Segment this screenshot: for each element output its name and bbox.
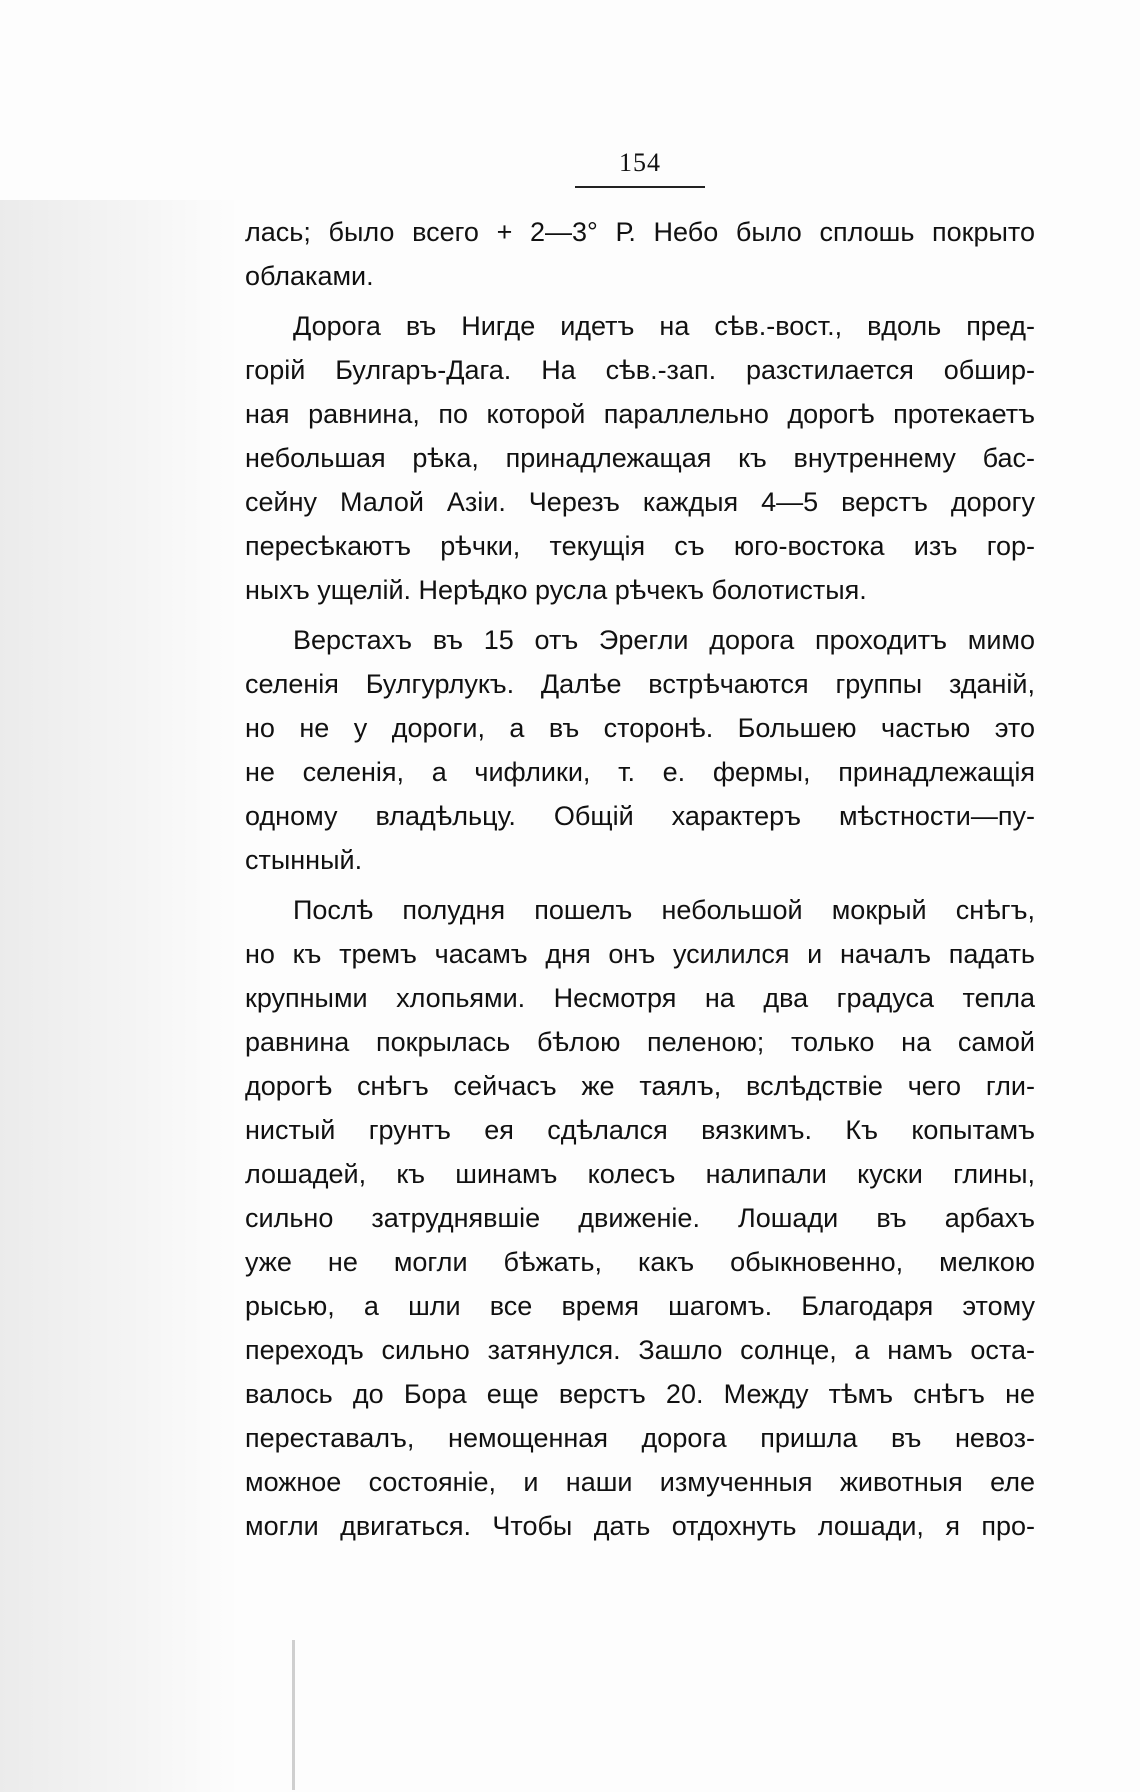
text-line: уже не могли бѣжать, какъ обыкновенно, мелкою <box>245 1247 1035 1277</box>
text-line: равнина покрылась бѣлою пеленою; только на самой <box>245 1027 1035 1057</box>
text-line: ныхъ ущелій. Нерѣдко русла рѣчекъ болотистыя. <box>245 575 867 605</box>
text-line: Верстахъ въ 15 отъ Эрегли дорога проходитъ мимо <box>293 625 1035 655</box>
text-line: сейну Малой Азіи. Черезъ каждыя 4—5 верстъ дорогу <box>245 487 1035 517</box>
text-line: ная равнина, по которой параллельно дорогѣ протекаетъ <box>245 399 1035 429</box>
text-line: могли двигаться. Чтобы дать отдохнуть лошади, я про- <box>245 1511 1035 1541</box>
text-line: селенія Булгурлукъ. Далѣе встрѣчаются группы зданій, <box>245 669 1035 699</box>
text-line: одному владѣльцу. Общій характеръ мѣстности—пу- <box>245 801 1035 831</box>
text-line: пересѣкаютъ рѣчки, текущія съ юго-востока изъ гор- <box>245 531 1035 561</box>
text-line: можное состояніе, и наши измученныя животныя еле <box>245 1467 1035 1497</box>
text-line: нистый грунтъ ея сдѣлался вязкимъ. Къ копытамъ <box>245 1115 1035 1145</box>
text-line: но не у дороги, а въ сторонѣ. Большею частью это <box>245 713 1035 743</box>
text-line: небольшая рѣка, принадлежащая къ внутреннему бас- <box>245 443 1035 473</box>
text-line: сильно затруднявшіе движеніе. Лошади въ арбахъ <box>245 1203 1035 1233</box>
page-number: 154 <box>619 148 661 177</box>
text-line: лась; было всего + 2—3° Р. Небо было сплошь покрыто <box>245 217 1035 247</box>
body-text <box>245 210 1035 1548</box>
paragraph <box>245 618 1035 882</box>
text-line: не селенія, а чифлики, т. е. фермы, принадлежащія <box>245 757 1035 787</box>
text-line: горій Булгаръ-Дага. На сѣв.-зап. разстилается обшир- <box>245 355 1035 385</box>
text-line: крупными хлопьями. Несмотря на два градуса тепла <box>245 983 1035 1013</box>
text-line: рысью, а шли все время шагомъ. Благодаря этому <box>245 1291 1035 1321</box>
text-line: Послѣ полудня пошелъ небольшой мокрый снѣгъ, <box>293 895 1035 925</box>
paragraph <box>245 210 1035 298</box>
text-line: стынный. <box>245 845 363 875</box>
text-line: Дорога въ Нигде идетъ на сѣв.-вост., вдоль пред- <box>293 311 1035 341</box>
page-number-rule <box>575 186 705 188</box>
text-line: облаками. <box>245 261 374 291</box>
paragraph <box>245 304 1035 612</box>
gutter-mark <box>292 1640 295 1790</box>
text-line: переходъ сильно затянулся. Зашло солнце, а намъ оста- <box>245 1335 1035 1365</box>
text-line: переставалъ, немощенная дорога пришла въ невоз- <box>245 1423 1035 1453</box>
paragraph <box>245 888 1035 1548</box>
text-line: дорогѣ снѣгъ сейчасъ же таялъ, вслѣдствіе чего гли- <box>245 1071 1035 1101</box>
text-line: валось до Бора еще верстъ 20. Между тѣмъ снѣгъ не <box>245 1379 1035 1409</box>
text-line: но къ тремъ часамъ дня онъ усилился и началъ падать <box>245 939 1035 969</box>
scan-shadow <box>0 200 240 1792</box>
text-line: лошадей, къ шинамъ колесъ налипали куски глины, <box>245 1159 1035 1189</box>
